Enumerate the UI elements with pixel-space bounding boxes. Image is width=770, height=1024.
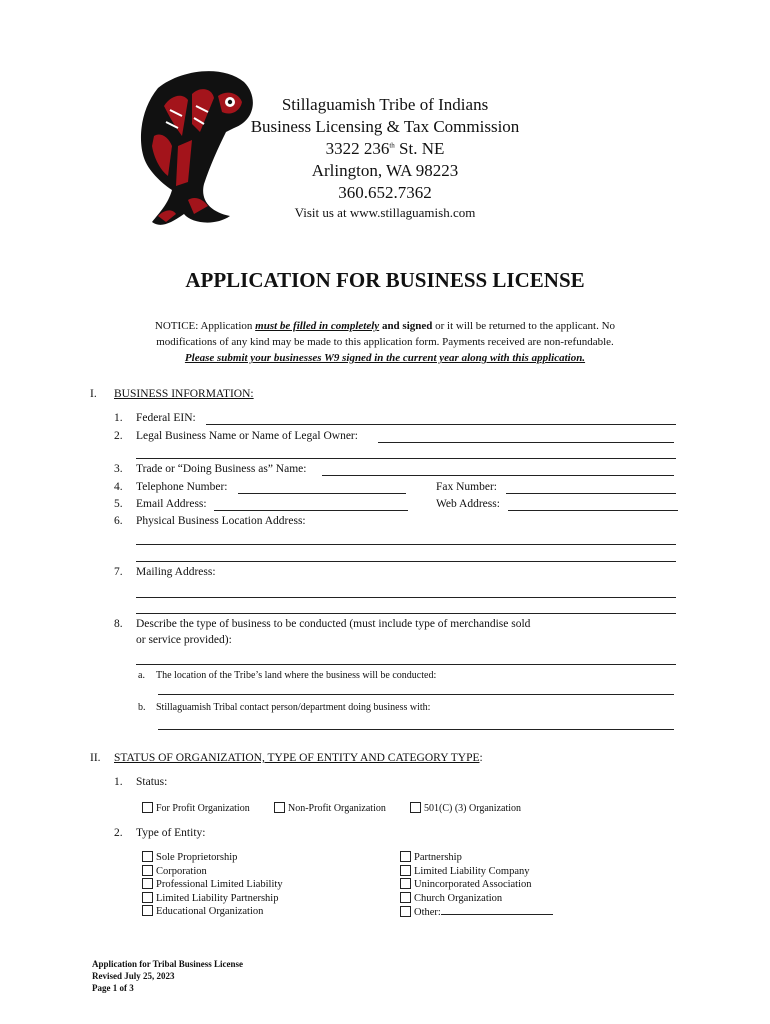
checkbox-icon[interactable] <box>142 892 153 903</box>
location-field-2[interactable] <box>136 561 676 562</box>
entity-sole-proprietorship[interactable] <box>142 851 283 865</box>
entity-unincorporated[interactable] <box>400 878 553 892</box>
street-name: St. NE <box>394 139 445 158</box>
entity-partnership[interactable] <box>400 851 553 865</box>
status-501c3[interactable] <box>410 802 521 814</box>
section-1-heading: BUSINESS INFORMATION: <box>114 388 254 400</box>
location-label: Physical Business Location Address: <box>136 515 306 527</box>
item-7-number: 7. <box>114 566 123 578</box>
section-2-colon: : <box>479 752 483 764</box>
legal-name-label: Legal Business Name or Name of Legal Owner: <box>136 430 358 442</box>
email-label: Email Address: <box>136 498 207 510</box>
street-number: 3322 236 <box>325 139 390 158</box>
entity-option-label: Professional Limited Liability <box>156 879 283 890</box>
status-label: Status: <box>136 776 168 788</box>
item-3-number: 3. <box>114 463 123 475</box>
section-2-heading-wrap <box>114 752 483 764</box>
checkbox-icon[interactable] <box>142 865 153 876</box>
entity-other[interactable] <box>400 905 553 920</box>
entity-llc[interactable] <box>400 865 553 879</box>
web-label: Web Address: <box>436 498 500 510</box>
checkbox-icon[interactable] <box>142 851 153 862</box>
item-4-number: 4. <box>114 481 123 493</box>
describe-label: Describe the type of business to be conducted (must include type of merchandise sold <box>136 618 531 630</box>
phone-number: 360.652.7362 <box>338 183 432 202</box>
ein-field[interactable] <box>206 424 676 425</box>
notice-signed: and signed <box>379 320 433 332</box>
section-1-numeral: I. <box>90 388 97 400</box>
item-8-number: 8. <box>114 618 123 630</box>
notice-line-1 <box>110 318 660 334</box>
checkbox-icon[interactable] <box>400 851 411 862</box>
footer-form-name: Application for Tribal Business License <box>92 959 244 969</box>
entity-option-label: Corporation <box>156 865 207 877</box>
checkbox-icon[interactable] <box>274 802 285 813</box>
status-option-label: Non-Profit Organization <box>288 803 386 814</box>
sub-a-letter: a. <box>138 670 145 681</box>
describe-field[interactable] <box>136 664 676 665</box>
commission-name: Business Licensing & Tax Commission <box>250 117 520 136</box>
entity-church[interactable] <box>400 892 553 906</box>
entity-option-label: Sole Proprietorship <box>156 852 238 863</box>
item-2-number: 2. <box>114 430 123 442</box>
sub-b-label: Stillaguamish Tribal contact person/department doing business with: <box>156 702 431 713</box>
item-6-number: 6. <box>114 515 123 527</box>
entity-right-column <box>400 851 553 920</box>
web-field[interactable] <box>508 510 678 511</box>
entity-professional-llc[interactable] <box>142 878 283 892</box>
fax-label: Fax Number: <box>436 481 498 493</box>
notice-rest: or it will be returned to the applicant. No <box>432 320 616 332</box>
describe-label-2: or service provided): <box>136 634 232 646</box>
dba-label: Trade or “Doing Business as” Name: <box>136 463 307 475</box>
entity-option-label: Partnership <box>414 852 462 863</box>
page-footer <box>92 958 243 994</box>
telephone-label: Telephone Number: <box>136 481 228 493</box>
checkbox-icon[interactable] <box>400 865 411 876</box>
entity-other-field[interactable] <box>441 905 553 915</box>
notice-w9: Please submit your businesses W9 signed in the current year along with this application. <box>184 352 586 364</box>
sub-a-label: The location of the Tribe’s land where the business will be conducted: <box>156 670 437 681</box>
entity-option-label: Church Organization <box>414 892 503 904</box>
checkbox-icon[interactable] <box>142 878 153 889</box>
notice-line-2: modifications of any kind may be made to this application form. Payments received are non-refundable. <box>156 336 614 348</box>
entity-left-column <box>142 851 283 919</box>
checkbox-icon[interactable] <box>142 905 153 916</box>
entity-label: Type of Entity: <box>136 827 206 839</box>
sub-a-field[interactable] <box>158 694 674 695</box>
location-field-1[interactable] <box>136 544 676 545</box>
legal-name-field[interactable] <box>378 442 674 443</box>
entity-option-label: Limited Liability Company <box>414 865 530 877</box>
mailing-label: Mailing Address: <box>136 566 216 578</box>
sub-b-letter: b. <box>138 702 146 713</box>
item-5-number: 5. <box>114 498 123 510</box>
item-1-number: 1. <box>114 412 123 424</box>
sub-b-field[interactable] <box>158 729 674 730</box>
dba-field[interactable] <box>322 475 674 476</box>
org-name: Stillaguamish Tribe of Indians <box>281 95 489 114</box>
mailing-field-1[interactable] <box>136 597 676 598</box>
status-for-profit[interactable] <box>142 802 250 814</box>
ein-label: Federal EIN: <box>136 412 196 424</box>
telephone-field[interactable] <box>238 493 406 494</box>
checkbox-icon[interactable] <box>410 802 421 813</box>
section-2-heading: STATUS OF ORGANIZATION, TYPE OF ENTITY AND CATEGORY TYPE <box>114 752 480 764</box>
status-non-profit[interactable] <box>274 802 386 814</box>
footer-page-number: Page 1 of 3 <box>92 983 134 993</box>
entity-option-label: Unincorporated Association <box>414 879 532 890</box>
checkbox-icon[interactable] <box>400 878 411 889</box>
entity-option-label: Limited Liability Partnership <box>156 892 279 904</box>
checkbox-icon[interactable] <box>400 906 411 917</box>
entity-option-label: Other: <box>414 907 441 918</box>
street-ordinal: th <box>389 141 395 150</box>
status-option-label: For Profit Organization <box>156 803 250 814</box>
entity-educational[interactable] <box>142 905 283 919</box>
mailing-field-2[interactable] <box>136 613 676 614</box>
street-address <box>200 139 570 159</box>
status-number: 1. <box>114 776 123 788</box>
legal-name-field-2[interactable] <box>136 458 676 459</box>
email-field[interactable] <box>214 510 408 511</box>
notice-emphasis: must be filled in completely <box>255 320 380 332</box>
checkbox-icon[interactable] <box>142 802 153 813</box>
website-text: Visit us at www.stillaguamish.com <box>294 205 476 220</box>
entity-corporation[interactable] <box>142 865 283 879</box>
entity-number: 2. <box>114 827 123 839</box>
notice-prefix: NOTICE: Application <box>154 320 256 332</box>
entity-option-label: Educational Organization <box>156 906 264 917</box>
section-2-numeral: II. <box>90 752 101 764</box>
footer-revised: Revised July 25, 2023 <box>92 971 175 981</box>
status-option-label: 501(C) (3) Organization <box>424 803 522 814</box>
fax-field[interactable] <box>506 493 676 494</box>
page-title: APPLICATION FOR BUSINESS LICENSE <box>185 268 585 292</box>
checkbox-icon[interactable] <box>400 892 411 903</box>
city-state-zip: Arlington, WA 98223 <box>311 161 459 180</box>
entity-llp[interactable] <box>142 892 283 906</box>
